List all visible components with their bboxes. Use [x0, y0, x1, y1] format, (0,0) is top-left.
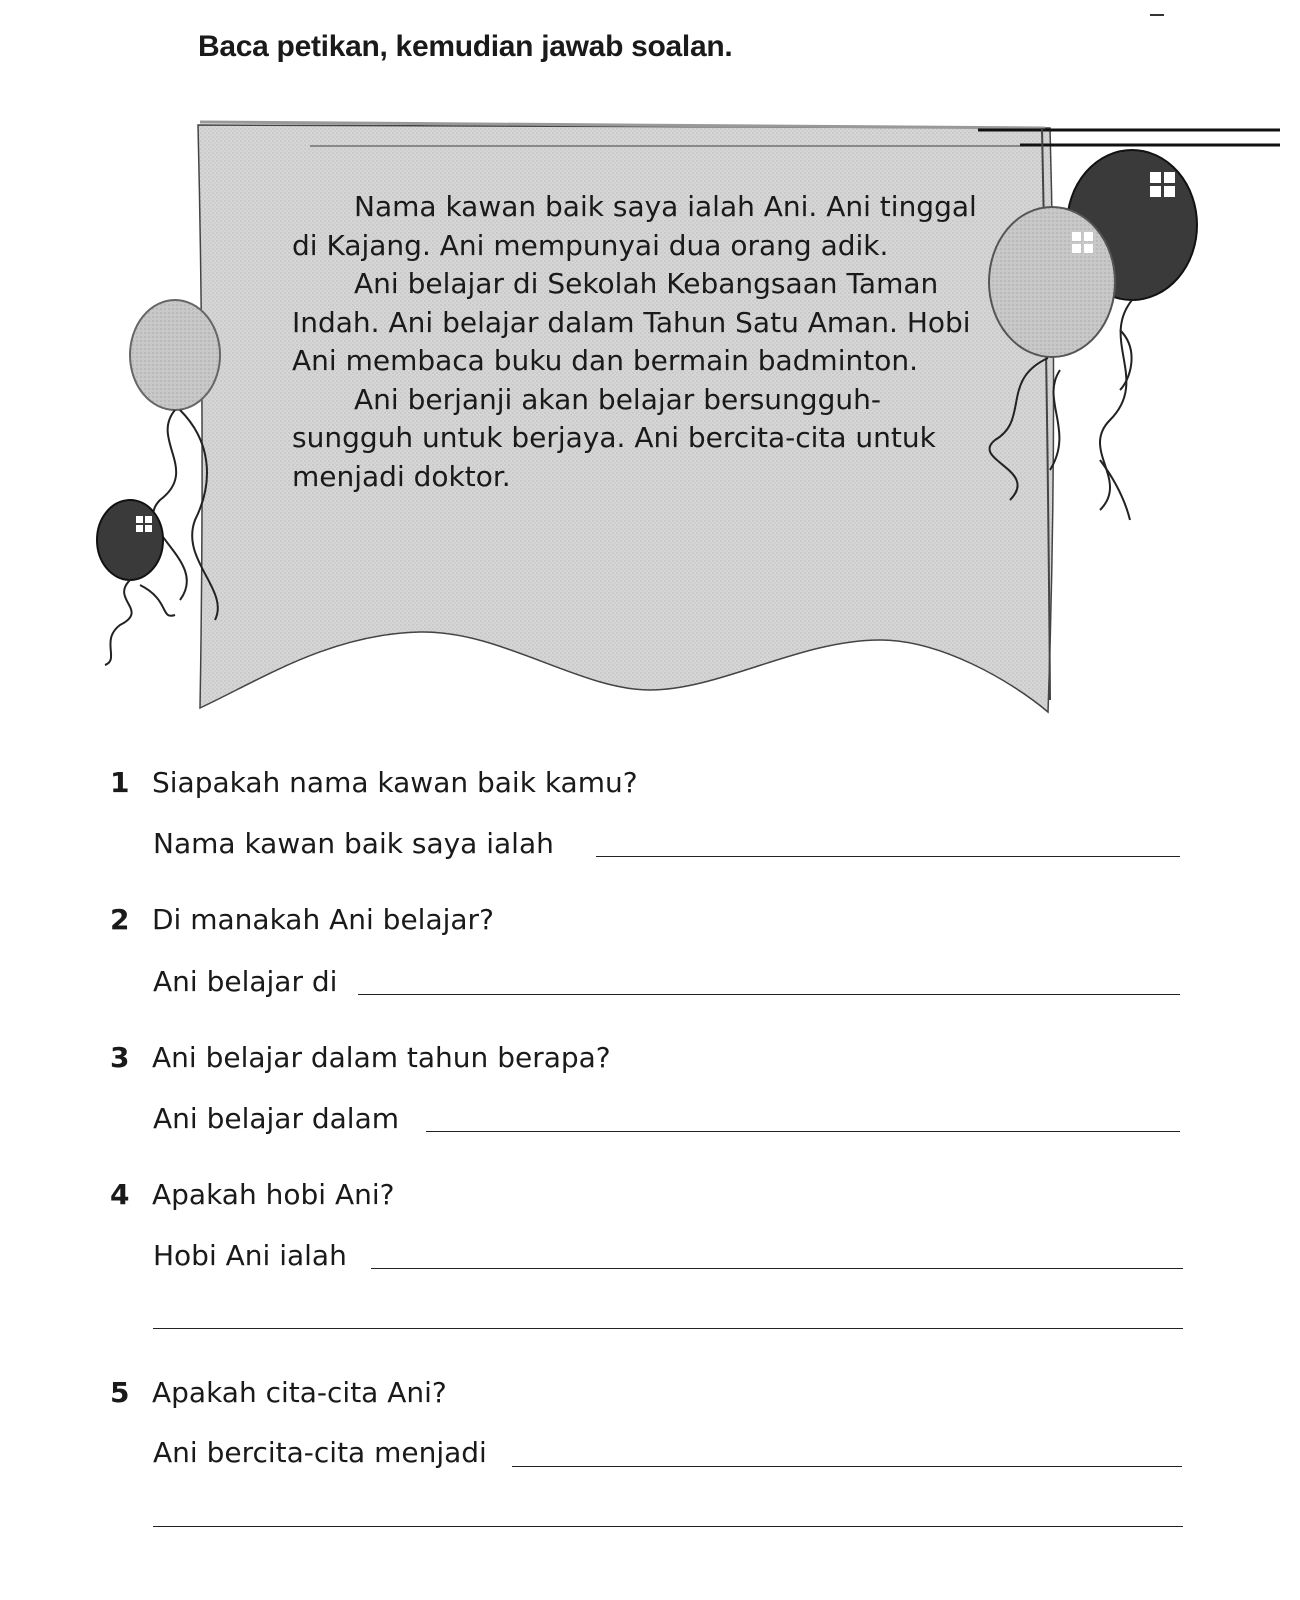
question-5: [110, 1376, 447, 1409]
balloon-dark-left: [97, 500, 175, 665]
instruction-heading: Baca petikan, kemudian jawab soalan.: [198, 30, 733, 63]
question-number: 5: [110, 1376, 130, 1409]
question-text: Di manakah Ani belajar?: [152, 903, 494, 936]
passage-paragraph: Nama kawan baik saya ialah Ani. Ani tinggal di Kajang. Ani mempunyai dua orang adik.: [292, 190, 977, 262]
question-number: 1: [110, 766, 130, 799]
question-text: Apakah hobi Ani?: [152, 1178, 395, 1211]
answer-line-4b[interactable]: [153, 1328, 1183, 1329]
answer-line-5b[interactable]: [153, 1526, 1183, 1527]
reading-passage: [292, 188, 992, 496]
passage-paragraph: Ani berjanji akan belajar bersungguh-sungguh untuk berjaya. Ani bercita-cita untuk menjadi doktor.: [292, 382, 936, 493]
question-1: [110, 766, 638, 799]
question-text: Apakah cita-cita Ani?: [152, 1376, 447, 1409]
answer-line-5[interactable]: [512, 1466, 1182, 1467]
answer-prompt-3: Ani belajar dalam: [153, 1102, 400, 1135]
question-number: 4: [110, 1178, 130, 1211]
passage-paragraph: Ani belajar di Sekolah Kebangsaan Taman Indah. Ani belajar dalam Tahun Satu Aman. Hobi Ani membaca buku dan bermain badminton.: [292, 267, 971, 377]
question-3: [110, 1041, 611, 1074]
answer-prompt-4: Hobi Ani ialah: [153, 1239, 347, 1272]
question-2: [110, 903, 494, 936]
answer-prompt-2: Ani belajar di: [153, 965, 338, 998]
question-number: 2: [110, 903, 130, 936]
answer-prompt-1: Nama kawan baik saya ialah: [153, 827, 554, 860]
answer-line-2[interactable]: [358, 994, 1180, 995]
question-text: Siapakah nama kawan baik kamu?: [152, 766, 638, 799]
answer-line-4[interactable]: [371, 1268, 1183, 1269]
question-number: 3: [110, 1041, 130, 1074]
answer-prompt-5: Ani bercita-cita menjadi: [153, 1436, 487, 1469]
answer-line-3[interactable]: [426, 1131, 1180, 1132]
answer-line-1[interactable]: [596, 856, 1180, 857]
question-text: Ani belajar dalam tahun berapa?: [152, 1041, 611, 1074]
question-4: [110, 1178, 394, 1211]
